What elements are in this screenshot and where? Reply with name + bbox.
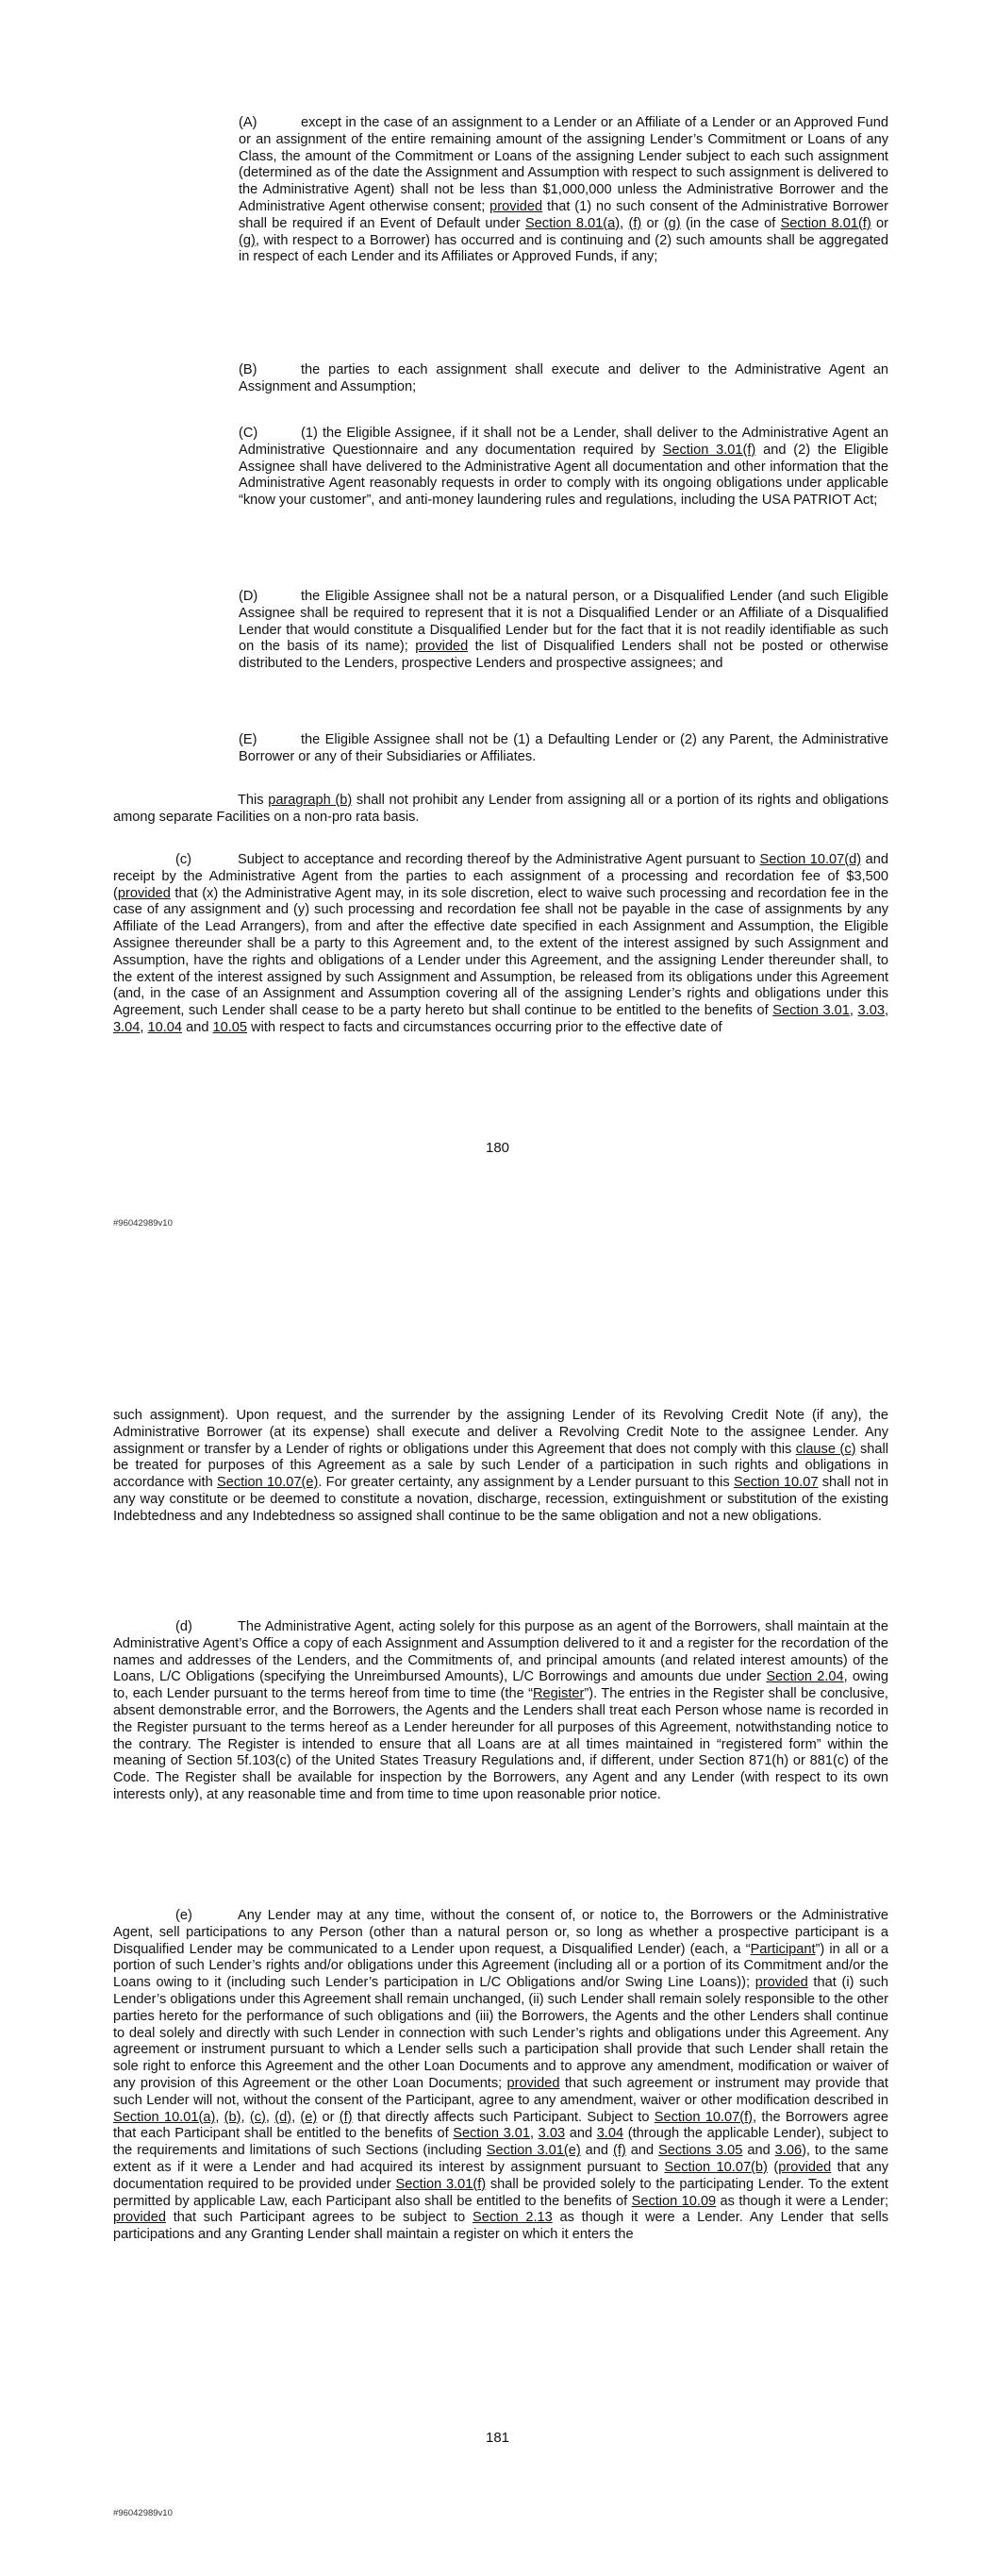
text: The Administrative Agent, acting solely for this purpose as an agent of the Borrowers, shall maintain at the Administrative Agent’s Office a copy of each Assignment and Assumption delivered to it and a register for the recordation of the names and addresses of the Lenders, and the Commitments of, and principal amounts (and related interest amounts) of the Loans, L/C Obligations (specifying the Unreimbursed Amounts), L/C Borrowings and amounts due under: [113, 1619, 888, 1685]
text: (1) the Eligible Assignee, if it shall not be a Lender, shall deliver to the Administrative Agent an Administrative Questionnaire and any documentation required by: [239, 426, 888, 458]
section-ref: Section 3.01: [453, 2126, 530, 2142]
text: and: [182, 1019, 213, 1035]
section-ref: (g): [239, 232, 256, 248]
text: ,: [529, 2126, 539, 2142]
text: (: [767, 2159, 779, 2175]
text: as though it were a Lender. Any Lender that sells participations and any Granting Lender shall maintain a register on which it enters the: [113, 2210, 889, 2243]
para-B-label: (B): [239, 362, 257, 377]
text: or: [641, 215, 664, 231]
text: the Eligible Assignee shall not be a natural person, or a Disqualified Lender (and such Eligible Assignee shall be required to represent that it is not a Disqualified Lender or an Affiliate of a Disqualified Lender that would constitute a Disqualified Lender but for the fact that it is not readily identifiable as such on the basis of its name);: [239, 589, 888, 655]
section-ref: Section 2.13: [472, 2210, 553, 2226]
text: except in the case of an assignment to a Lender or an Affiliate of a Lender or an Approved Fund or an assignment of the entire remaining amount of the assigning Lender’s Commitment or Loans of any Class, the amount of the Commitment or Loans of the assigning Lender subject to each such assignment (determined as of the date the Assignment and Assumption with respect to such assignment is delivered to the Administrative Agent) shall not be less than $1,000,000 unless the Administrative Borrower and the Administrative Agent otherwise consent;: [239, 115, 888, 214]
text: , the Borrowers agree that each Participant shall be entitled to the benefits of: [113, 2109, 889, 2142]
section-ref: (c): [249, 2109, 266, 2125]
text: ,: [140, 1019, 148, 1035]
text: with respect to facts and circumstances occurring prior to the effective date of: [247, 1019, 722, 1035]
section-ref: (f): [628, 215, 642, 231]
defined-term: Participant: [750, 1941, 816, 1957]
section-ref: Section 10.07(d): [759, 852, 862, 867]
text: and (2) the Eligible Assignee shall have delivered to the Administrative Agent all documentation and other information that the Administrative Agent reasonably requests in order to comply with its ongoing obligations under applicable “know your customer”, and anti-money laundering rules and regulations, including the USA PATRIOT Act;: [239, 442, 888, 509]
text: that (x) the Administrative Agent may, in its sole discretion, elect to waive such processing and recordation fee in the case of any assignment and (y) such processing and recordation fee shall not be payable in the case of assignments by any Affiliate of the Lead Arrangers), from and after the effective date specified in each Assignment and Assumption, the Eligible Assignee thereunder shall be a party to this Agreement and, to the extent of the interest assigned by such Assignment and Assumption, have the rights and obligations of a Lender under this Agreement, and the assigning Lender thereunder shall, to the extent of the interest assigned by such Assignment and Assumption, be released from its obligations under this Agreement (and, in the case of an Assignment and Assumption covering all of the assigning Lender’s rights and obligations under this Agreement, such Lender shall cease to be a party hereto but shall continue to be entitled to the benefits of: [113, 885, 888, 1019]
section-ref: (f): [612, 2143, 626, 2159]
underlined-term: provided: [117, 885, 171, 901]
page-181: [0, 1293, 995, 2576]
section-ref: Section 10.07(e): [217, 1475, 319, 1491]
section-ref: 10.04: [147, 1019, 183, 1035]
text: and: [742, 2143, 775, 2159]
underlined-term: provided: [778, 2159, 832, 2175]
section-ref: (e): [300, 2109, 318, 2125]
section-ref: Section 2.04: [766, 1669, 844, 1685]
section-ref: Section 8.01(a): [524, 215, 621, 231]
page-number: 181: [485, 2430, 510, 2446]
section-ref: (g): [663, 215, 681, 231]
text: ”) in all or a portion of such Lender’s rights and/or obligations under this Agreement (including all or a portion of its Commitment and/or the Loans owing to it (including such Lender’s participation in L/C Obligations and/or Swing Line Loans));: [113, 1941, 888, 1991]
section-ref: Section 3.01(f): [662, 442, 756, 458]
page-number: 180: [485, 1140, 510, 1156]
para-C: [239, 426, 888, 510]
text: and: [625, 2143, 659, 2159]
text: that (i) such Lender’s obligations under this Agreement shall remain unchanged, (ii) such Lender shall remain solely responsible to the other parties hereto for the performance of such obligations and (iii) the Borrowers, the Agents and the other Lenders shall continue to deal solely and directly with such Lender in connection with such Lender’s rights and obligations under this Agreement. Any agreement or instrument pursuant to which a Lender sells such a participation shall provide that such Lender shall retain the sole right to enforce this Agreement and the other Loan Documents and to approve any amendment, modification or waiver of any provision of this Agreement or the other Loan Documents;: [113, 1975, 888, 2091]
section-ref: Sections 3.05: [658, 2143, 743, 2159]
para-e-label: (e): [175, 1908, 192, 1923]
text: and: [565, 2126, 597, 2142]
text: shall be provided solely to the participating Lender. To the extent permitted by applicable Law, each Participant also shall be entitled to the benefits of: [113, 2176, 888, 2209]
para-E-label: (E): [239, 732, 257, 747]
text: as though it were a Lender;: [716, 2193, 889, 2209]
section-ref: 3.04: [113, 1019, 141, 1035]
text: or: [871, 215, 888, 231]
para-d: [113, 1619, 888, 1804]
underlined-term: provided: [755, 1975, 808, 1991]
section-ref: 3.03: [857, 1003, 885, 1019]
text: ”). The entries in the Register shall be conclusive, absent demonstrable error, and the Borrowers, the Agents and the Lenders shall treat each Person whose name is recorded in the Register pursuant to the terms hereof as a Lender hereunder for all purposes of this Agreement, notwithstanding notice to the contrary. The Register is intended to ensure that all Loans are at all times maintained in “registered form” within the meaning of Section 5f.103(c) of the United States Treasury Regulations and, if different, under Section 871(h) or 881(c) of the Code. The Register shall be available for inspection by the Borrowers, any Agent and any Lender (with respect to its own interests only), at any reasonable time and from time to time upon reasonable prior notice.: [113, 1686, 888, 1802]
document-id: #96042989v10: [113, 1218, 173, 1229]
section-ref: (d): [274, 2109, 292, 2125]
section-ref: Section 10.01(a): [113, 2109, 216, 2125]
section-ref: Section 8.01(f): [780, 215, 871, 231]
underlined-term: provided: [506, 2075, 560, 2091]
section-ref: clause (c): [795, 1441, 856, 1457]
text: that such Participant agrees to be subject to: [165, 2210, 473, 2226]
section-ref: Section 10.09: [631, 2193, 717, 2209]
para-B: [239, 362, 888, 396]
section-ref: Section 3.01(f): [395, 2176, 487, 2192]
text: Subject to acceptance and recording thereof by the Administrative Agent pursuant to: [238, 852, 760, 867]
section-ref: Section 10.07(b): [664, 2159, 768, 2175]
defined-term: Register: [533, 1686, 585, 1702]
text: ,: [265, 2109, 275, 2125]
text: ,: [215, 2109, 224, 2125]
para-this-paragraph-b: [113, 793, 888, 827]
para-e: [113, 1908, 888, 2244]
para-c-continued: [113, 1408, 888, 1526]
para-D-label: (D): [239, 589, 258, 604]
para-E: [239, 732, 888, 766]
document-id: #96042989v10: [113, 2508, 173, 2518]
text: (through the applicable Lender), subject to the requirements and limitations of such Sections (including: [113, 2126, 888, 2159]
para-A: [239, 115, 888, 266]
para-d-label: (d): [175, 1619, 192, 1634]
section-ref: Section 10.07(f): [654, 2109, 754, 2125]
text: Any Lender may at any time, without the consent of, or notice to, the Borrowers or the Administrative Agent, sell participations to any Person (other than a natural person or, so long as whether a prospective participant is a Disqualified Lender may be communicated to a Lender upon request, a Disqualified Lender) (each, a “: [113, 1908, 888, 1957]
underlined-term: provided: [113, 2210, 166, 2226]
text: or: [317, 2109, 340, 2125]
para-D: [239, 589, 888, 673]
para-C-label: (C): [239, 426, 258, 441]
section-ref: 3.04: [596, 2126, 624, 2142]
text: the parties to each assignment shall execute and deliver to the Administrative Agent an Assignment and Assumption;: [239, 362, 888, 394]
text: ,: [240, 2109, 250, 2125]
section-ref: 3.03: [538, 2126, 566, 2142]
section-ref: Section 3.01: [772, 1003, 850, 1019]
text: that such agreement or instrument may provide that such Lender will not, without the consent of the Participant, agree to any amendment, waiver or other modification described in: [113, 2075, 888, 2108]
text: . For greater certainty, any assignment by a Lender pursuant to this: [318, 1475, 734, 1491]
section-ref: paragraph (b): [268, 793, 353, 808]
underlined-term: provided: [489, 198, 543, 214]
text: (in the case of: [680, 215, 781, 231]
text: shall be treated for purposes of this Agreement as a sale by such Lender of a participation in such rights and obligations in accordance with: [113, 1441, 888, 1491]
text: , owing to, each Lender pursuant to the terms hereof from time to time (the “: [113, 1669, 888, 1702]
text: shall not prohibit any Lender from assigning all or a portion of its rights and obligations among separate Facilities on a non-pro rata basis.: [113, 793, 888, 825]
text: , with respect to a Borrower) has occurred and is continuing and (2) such amounts shall be aggregated in respect of each Lender and its Affiliates or Approved Funds, if any;: [239, 232, 888, 265]
section-ref: (b): [224, 2109, 241, 2125]
text: that any documentation required to be provided under: [113, 2159, 889, 2192]
text: and receipt by the Administrative Agent from the parties to each assignment of a processing and recordation fee of $3,500 (: [113, 852, 889, 901]
underlined-term: provided: [415, 639, 469, 655]
text: that (1) no such consent of the Administrative Borrower shall be required if an Event of Default under: [239, 198, 889, 231]
text: ,: [849, 1003, 858, 1019]
text: shall not in any way constitute or be deemed to constitute a novation, discharge, recession, extinguishment or substitution of the existing Indebtedness and any Indebtedness so assigned shall continue to be the same obligation and not a new obligations.: [113, 1475, 888, 1524]
text: and: [580, 2143, 613, 2159]
text: that directly affects such Participant. Subject to: [352, 2109, 655, 2125]
section-ref: 10.05: [212, 1019, 248, 1035]
text: such assignment). Upon request, and the surrender by the assigning Lender of its Revolving Credit Note (if any), the Administrative Borrower (at its expense) shall execute and deliver a Revolving Credit Note to the assignee Lender. Any assignment or transfer by a Lender of rights or obligations under this Agreement that does not comply with this: [113, 1408, 888, 1457]
section-ref: (f): [339, 2109, 353, 2125]
para-c: [113, 852, 888, 1037]
section-ref: Section 10.07: [733, 1475, 819, 1491]
text: ,: [291, 2109, 301, 2125]
text: ,: [620, 215, 629, 231]
para-A-label: (A): [239, 115, 257, 130]
text: This: [238, 793, 269, 808]
section-ref: Section 3.01(e): [486, 2143, 581, 2159]
text: ,: [884, 1003, 889, 1019]
section-ref: 3.06: [774, 2143, 803, 2159]
text: the list of Disqualified Lenders shall not be posted or otherwise distributed to the Lenders, prospective Lenders and prospective assignees; and: [239, 639, 888, 672]
text: the Eligible Assignee shall not be (1) a Defaulting Lender or (2) any Parent, the Administrative Borrower or any of their Subsidiaries or Affiliates.: [239, 732, 888, 764]
text: ), to the same extent as if it were a Lender and had acquired its interest by assignment pursuant to: [113, 2143, 888, 2175]
para-c-label: (c): [175, 852, 192, 867]
